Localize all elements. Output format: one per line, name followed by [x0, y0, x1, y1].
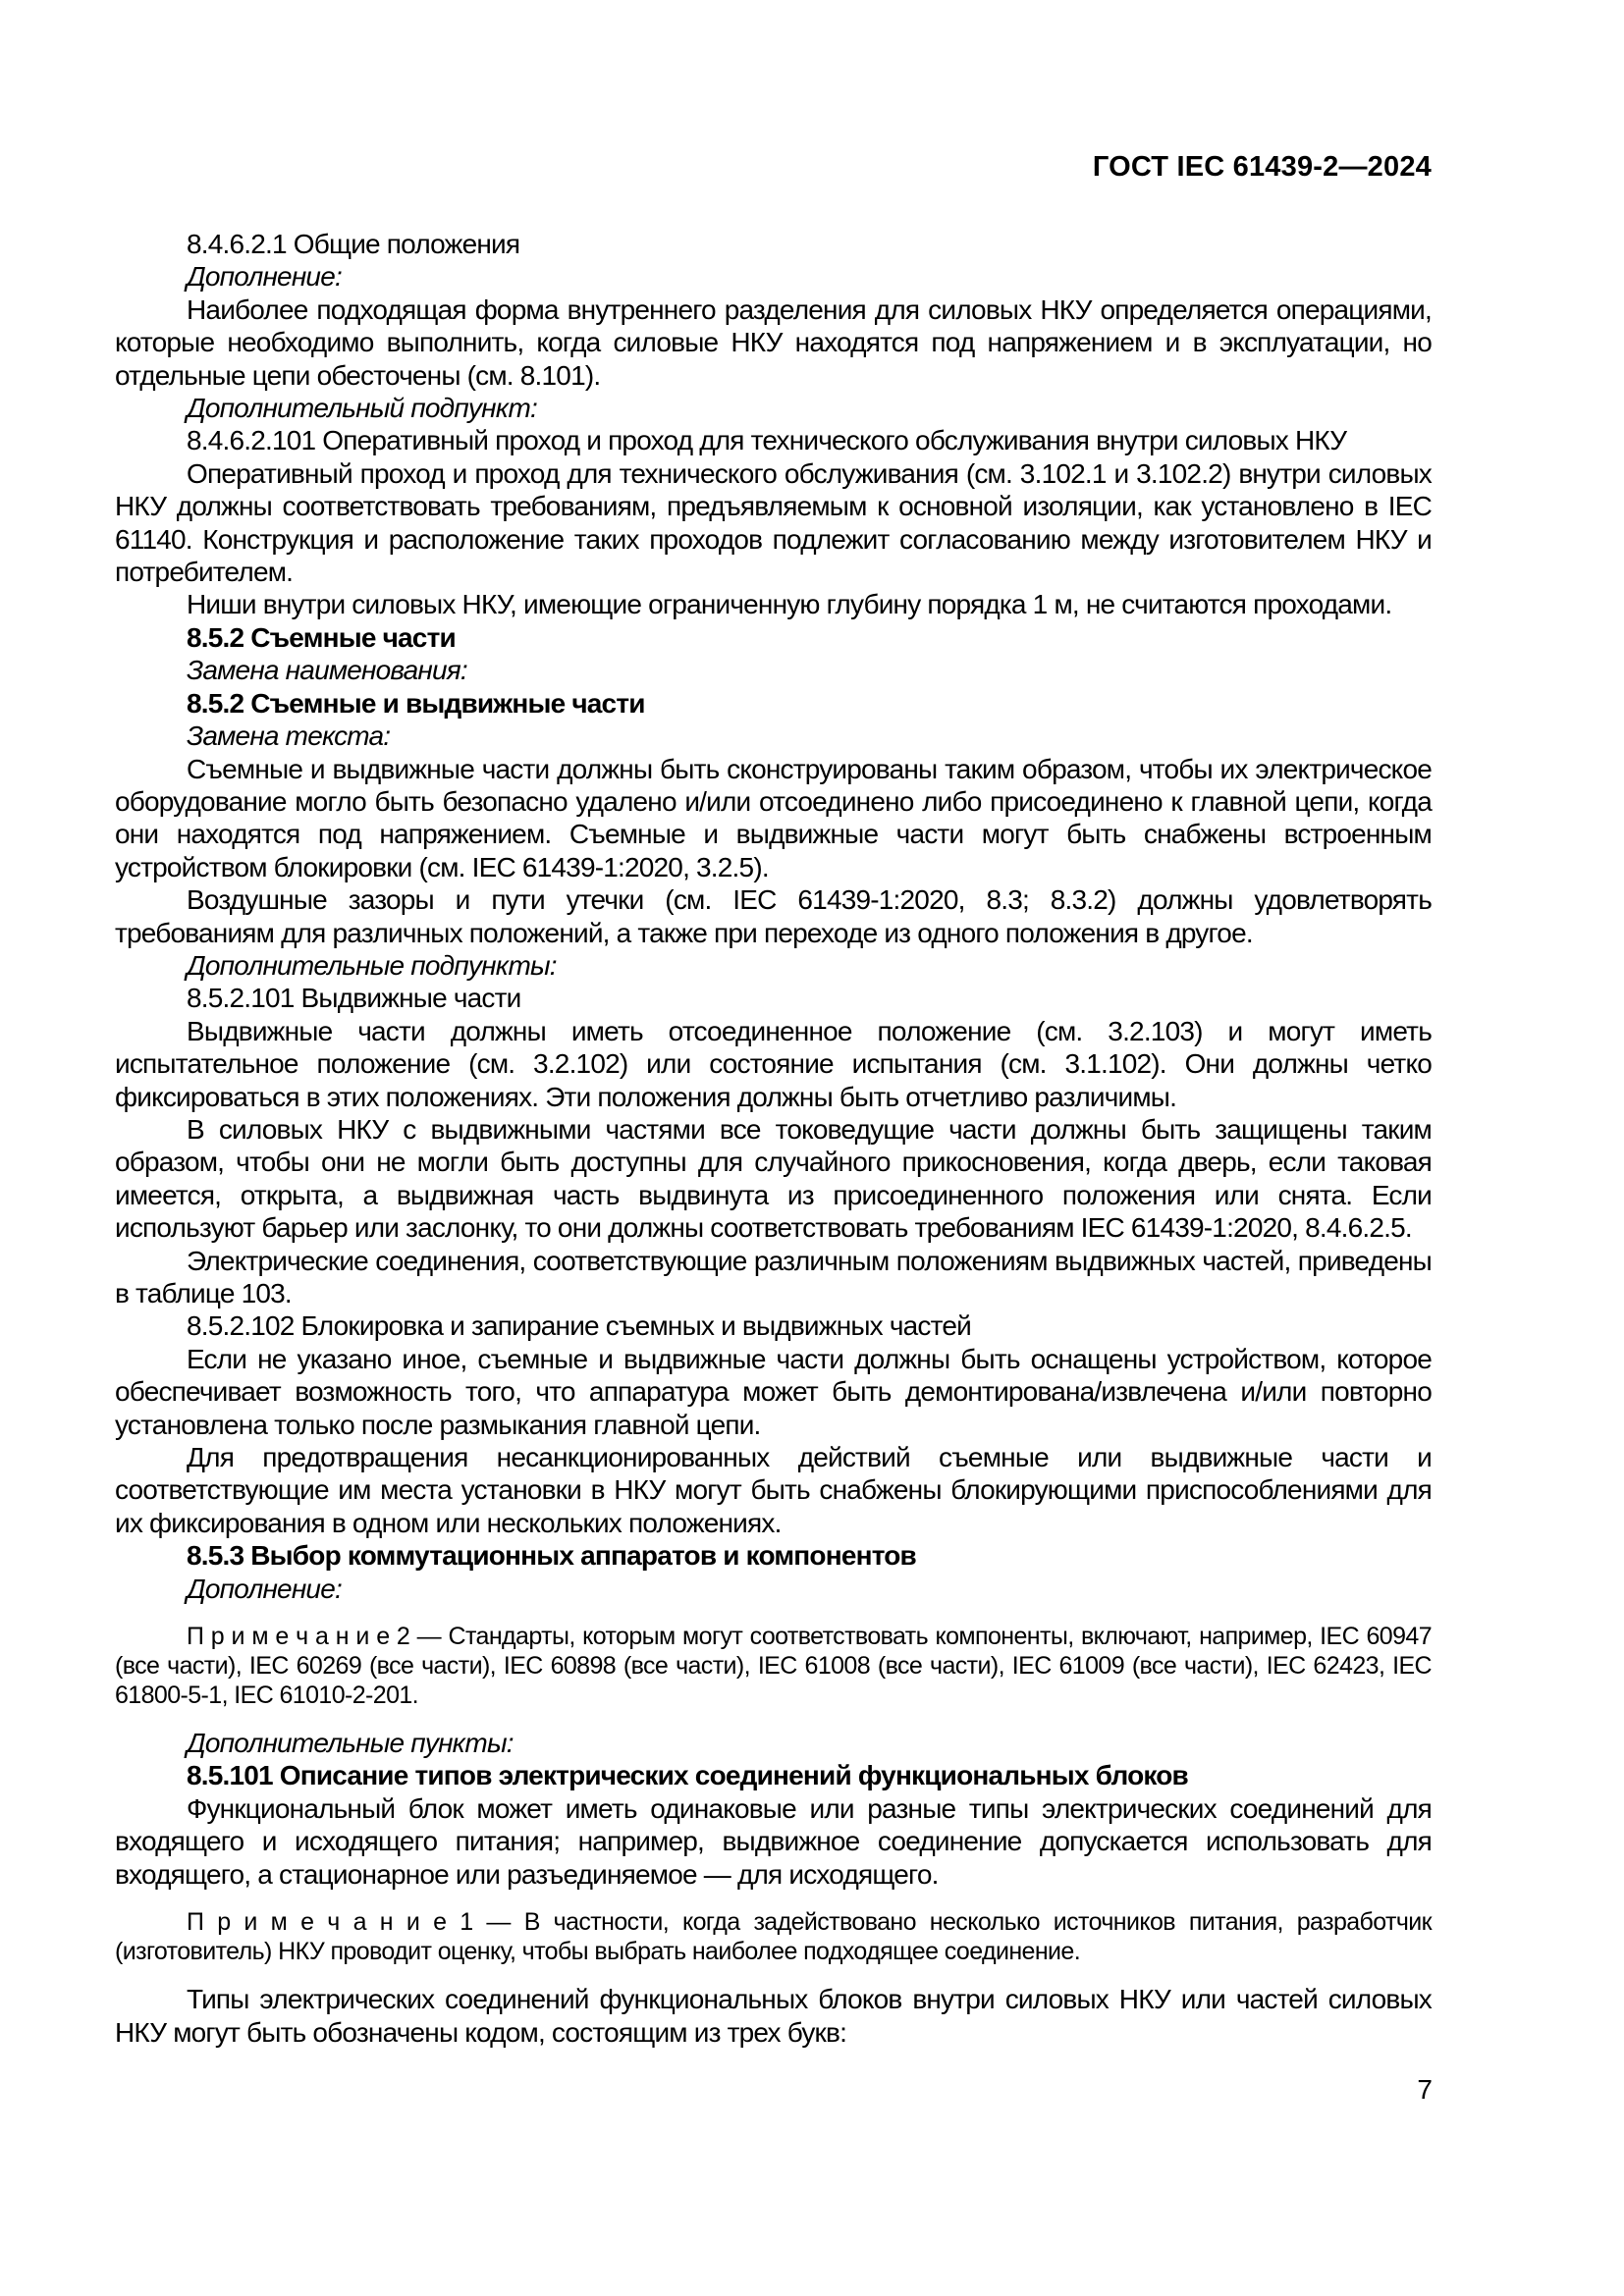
label-dopolnenie: Дополнение: [187, 261, 342, 293]
label-dopolnenie-2: Дополнение: [187, 1573, 342, 1604]
para-interlocking-device: Если не указано иное, съемные и выдвижные части должны быть оснащены устройством, которое обеспечивает возможность того, что аппаратура может быть демонтирована/извлечена и/или повторно установлена только после размыкания главной цепи. [115, 1343, 1432, 1440]
para-internal-separation: Наиболее подходящая форма внутреннего разделения для силовых НКУ определяется операциями, которые необходимо выполнить, когда силовые НКУ находятся под напряжением и в эксплуатации, но отдельные цепи обесточены (см. 8.101). [115, 294, 1432, 391]
para-connections-table-103: Электрические соединения, соответствующие различным положениям выдвижных частей, приведены в таблице 103. [115, 1245, 1432, 1308]
para-operational-gangway: Оперативный проход и проход для технического обслуживания (см. 3.102.1 и 3.102.2) внутри силовых НКУ должны соответствовать требованиям, предъявляемым к основной изоляции, как установлено в IEC 61140. Конструкция и расположение таких проходов подлежит согласованию между изготовителем НКУ и потребителем. [115, 457, 1432, 588]
heading-8-4-6-2-1: 8.4.6.2.1 Общие положения [187, 229, 520, 259]
heading-8-5-2-new: 8.5.2 Съемные и выдвижные части [187, 687, 645, 719]
para-live-parts-protection: В силовых НКУ с выдвижными частями все токоведущие части должны быть защищены таким образом, чтобы они не могли быть доступны для случайного прикосновения, когда дверь, если таковая имеется, открыта, а выдвижная часть выдвинута из присоединенного положения или снята. Если используют барьер или заслонку, то они должны соответствовать требованиям IEC 61439-1:2020, 8.4.6.2.5. [115, 1113, 1432, 1244]
para-clearances-creepage: Воздушные зазоры и пути утечки (см. IEC 61439-1:2020, 8.3; 8.3.2) должны удовлетворять требованиям для различных положений, а также при переходе из одного положения в другое. [115, 884, 1432, 948]
para-niches: Ниши внутри силовых НКУ, имеющие ограниченную глубину порядка 1 м, не считаются проходами. [187, 589, 1392, 620]
heading-8-5-2-old: 8.5.2 Съемные части [187, 621, 456, 653]
label-dopolnitelnye-podpunkty: Дополнительные подпункты: [187, 949, 557, 981]
heading-8-5-2-101: 8.5.2.101 Выдвижные части [187, 983, 521, 1014]
para-functional-unit-connections: Функциональный блок может иметь одинаковые или разные типы электрических соединений для входящего и исходящего питания; например, выдвижное соединение допускается использовать для входящего, а стационарное или разъединяемое — для исходящего. [115, 1792, 1432, 1890]
para-three-letter-code: Типы электрических соединений функциональных блоков внутри силовых НКУ или частей силовых НКУ могут быть обозначены кодом, состоящим из трех букв: [115, 1984, 1432, 2048]
heading-8-5-2-102: 8.5.2.102 Блокировка и запирание съемных и выдвижных частей [187, 1310, 971, 1342]
heading-8-4-6-2-101: 8.4.6.2.101 Оперативный проход и проход для технического обслуживания внутри силовых НКУ [187, 425, 1347, 456]
label-dopolnitelnye-punkty: Дополнительные пункты: [187, 1728, 514, 1759]
para-withdrawable-positions: Выдвижные части должны иметь отсоединенное положение (см. 3.2.103) и могут иметь испытательное положение (см. 3.2.102) или состояние испытания (см. 3.1.102). Они должны четко фиксироваться в этих положениях. Эти положения должны быть отчетливо различимы. [115, 1015, 1432, 1112]
page-number: 7 [1417, 2074, 1433, 2105]
document-text-block [115, 0, 1432, 2049]
label-zamena-teksta: Замена текста: [187, 721, 391, 752]
para-prevention-unauthorized: Для предотвращения несанкционированных действий съемные или выдвижные части и соответствующие им места установки в НКУ могут быть снабжены блокирующими приспособлениями для их фиксирования в одном или нескольких положениях. [115, 1442, 1432, 1538]
note-1: П р и м е ч а н и е 1 — В частности, когда задействовано несколько источников питания, разработчик (изготовитель) НКУ проводит оценку, чтобы выбрать наиболее подходящее соединение. [115, 1908, 1432, 1966]
running-header: ГОСТ IEC 61439-2—2024 [1092, 151, 1432, 183]
label-zamena-naimenovaniya: Замена наименования: [187, 655, 467, 686]
label-dopolnitelny-podpunkt: Дополнительный подпункт: [187, 393, 537, 424]
heading-8-5-3: 8.5.3 Выбор коммутационных аппаратов и компонентов [187, 1540, 916, 1572]
para-removable-parts-design: Съемные и выдвижные части должны быть сконструированы таким образом, чтобы их электрическое оборудование могло быть безопасно удалено и/или отсоединено либо присоединено к главной цепи, когда они находятся под напряжением. Съемные и выдвижные части могут быть снабжены встроенным устройством блокировки (см. IEC 61439-1:2020, 3.2.5). [115, 753, 1432, 882]
note-2: П р и м е ч а н и е 2 — Стандарты, которым могут соответствовать компоненты, включают, например, IEC 60947 (все части), IEC 60269 (все части), IEC 60898 (все части), IEC 61008 (все части), IEC 61009 (все части), IEC 62423, IEC 61800-5-1, IEC 61010-2-201. [115, 1623, 1432, 1710]
heading-8-5-101: 8.5.101 Описание типов электрических соединений функциональных блоков [187, 1760, 1188, 1791]
